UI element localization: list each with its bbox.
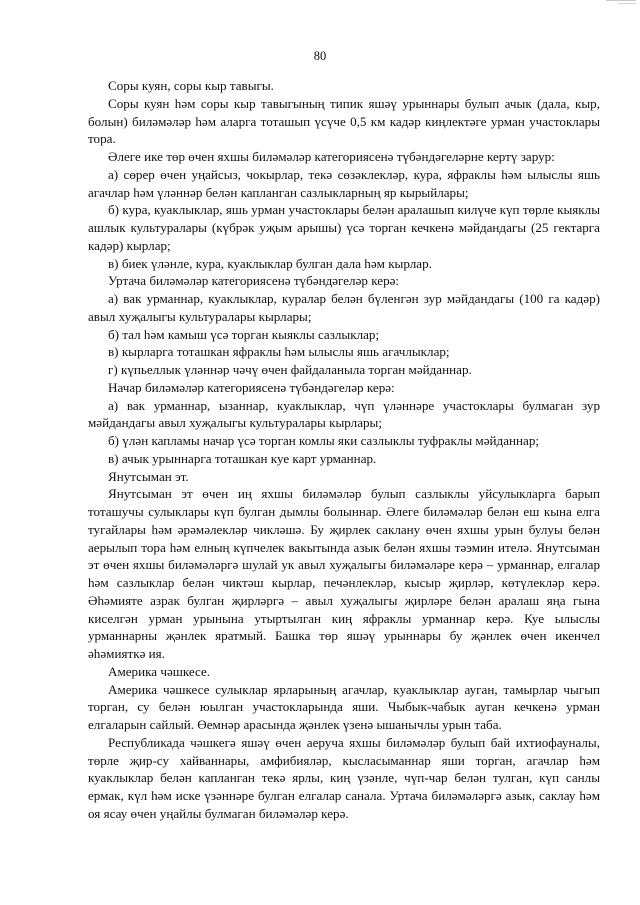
list-item: а) вак урманнар, ызаннар, куаклыклар, чүп үләннәре участоклары булмаган зур мәйдандагы авыл хуҗалыгы культуралары кырлары; xyxy=(88,397,600,431)
paragraph: Уртача биләмәләр категориясенә түбәндәгеләр керә: xyxy=(108,273,400,289)
paragraph: Республикада чәшкегә яшәү өчен аеруча яхшы биләмәләр булып бай ихтиофауналы, төрле җир-су хайваннары, амфибияләр, кысласыманнар яши торган, агачлар һәм куаклыклар белән капланган текә ярлы, киң үзәнле, чүп-чар белән тулган, күп санлы ермак, күл һәм иске үзәннәре булган елгалар санала. Уртача биләмәләргә азык, саклау һәм оя ясау өчен уңайлы булмаган биләмәләр керә. xyxy=(88,734,600,821)
section-heading-hare-partridge: Соры куян, соры кыр тавыгы. xyxy=(108,78,274,93)
list-item: в) кырларга тоташкан яфраклы һәм ылыслы яшь агачлыклар; xyxy=(108,344,450,360)
paragraph: Әлеге ике төр өчен яхшы биләмәләр категориясенә түбәндәгеләрне кертү зарур: xyxy=(108,149,555,164)
list-item: в) биек үләнле, кура, куаклыклар булган дала һәм кырлар. xyxy=(108,255,432,271)
list-item: б) үлән капламы начар үсә торган комлы яки сазлыклы туфраклы мәйданнар; xyxy=(108,433,540,448)
paragraph: Америка чәшкесе сулыклар ярларының агачлар, куаклыклар ауган, тамырлар чыгып торган, су белән юылган участокларында яши. Чыбык-чабык ауган кечкенә урман елгаларын сайлый. Өемнәр арасында җәнлек үзенә ышанычлы урын таба. xyxy=(88,681,600,732)
list-item: б) кура, куаклыклар, яшь урман участоклары белән аралашып килүче күп төрле кыяклы ашлык культуралары (күбрәк уҗым арышы) үсә торган кечкенә мәйдандагы (25 гектарга кадәр) кырлар; xyxy=(88,202,600,253)
scan-edge-mark xyxy=(606,0,636,7)
list-item: а) сөрер өчен уңайсыз, чокырлар, текә сөзәклекләр, кура, яфраклы һәм ылыслы яшь агачлар һәм үләннәр белән капланган сазлыкларның яр кырыйлары; xyxy=(88,166,600,200)
page-body xyxy=(88,77,600,823)
list-item: в) ачык урыннарга тоташкан куе карт урманнар. xyxy=(108,450,377,466)
section-heading-american-mink: Америка чәшкесе. xyxy=(108,663,211,679)
paragraph: Начар биләмәләр категориясенә түбәндәгеләр керә: xyxy=(108,379,395,395)
list-item: б) тал һәм камыш үсә торган кыяклы сазлыклар; xyxy=(108,326,380,342)
section-heading-raccoon-dog: Янутсыман эт. xyxy=(108,468,189,484)
page-number: 80 xyxy=(313,49,327,63)
list-item: г) күпьеллык үләннәр чәчү өчен файдаланыла торган мәйданнар. xyxy=(108,362,472,377)
paragraph: Янутсыман эт өчен иң яхшы биләмәләр булып сазлыклы уйсулыкларга барып тоташучы сулыклары күп булган дымлы болыннар. Әлеге биләмәләр белән еш кына елга тугайлары һәм әрәмәлекләр чикләшә. Бу җирлек саклану өчен яхшы урын булуы белән аерылып тора һәм елның күпчелек вакытында азык белән яхшы тәэмин ителә. Янутсыман эт өчен яхшы биләмәләргә шулай ук авыл хуҗалыгы биләмәләре керә – урманнар, елгалар һәм сазлыклар белән чиктәш кырлар, печәнлекләр, кысыр җирләр, көтүлекләр керә. Әһәмияте азрак булган җирләргә – авыл хуҗалыгы җирләре белән аралаш яңа гына киселгән урман урынына утыртылган киң яфраклы урманнар керә. Куе ылыслы урманнарны җәнлек яратмый. Башка төр яшәү урыннары бу җәнлек өчен икенчел әһәмияткә ия. xyxy=(88,486,600,661)
paragraph: Соры куян һәм соры кыр тавыгының типик яшәү урыннары булып ачык (дала, кыр, болын) биләмәләр һәм аларга тоташып үсүче 0,5 км кадәр киңлектәге урман участоклары тора. xyxy=(88,95,600,147)
list-item: а) вак урманнар, куаклыклар, куралар белән бүленгән зур мәйдандагы (100 га кадәр) авыл хуҗалыгы культуралары кырлары; xyxy=(88,291,600,324)
